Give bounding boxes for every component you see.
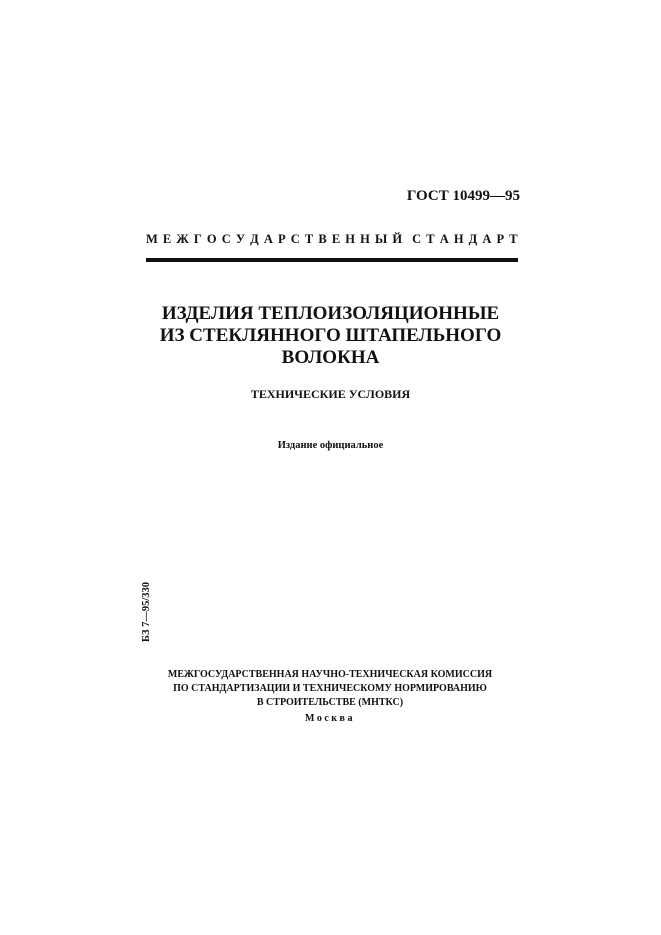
- heading-letter: Г: [193, 232, 202, 246]
- publisher-line: МЕЖГОСУДАРСТВЕННАЯ НАУЧНО-ТЕХНИЧЕСКАЯ КОМИССИЯ: [167, 669, 493, 680]
- heading-letter: С: [412, 232, 422, 246]
- heading-letter: Т: [304, 232, 314, 246]
- heading-letter: Д: [250, 232, 259, 246]
- heading-letter: А: [482, 232, 492, 246]
- heading-letter: Т: [509, 232, 518, 246]
- catalog-code: БЗ 7—95/330: [141, 581, 152, 642]
- heading-letter: У: [235, 232, 246, 246]
- title-line: ВОЛОКНА: [281, 347, 380, 368]
- heading-letter: В: [318, 232, 327, 246]
- publisher-block: [130, 668, 530, 726]
- heading-letter: С: [221, 232, 231, 246]
- heading-letter: О: [206, 232, 217, 246]
- heading-letter: Д: [468, 232, 478, 246]
- heading-letter: Н: [360, 232, 371, 246]
- heading-letter: А: [263, 232, 274, 246]
- heading-letter: Е: [331, 232, 341, 246]
- heading-letter: Й: [392, 232, 403, 246]
- publisher-line: ПО СТАНДАРТИЗАЦИИ И ТЕХНИЧЕСКОМУ НОРМИРОВАНИЮ: [173, 683, 487, 694]
- heading-letter: Е: [162, 232, 172, 246]
- title-line: ИЗДЕЛИЯ ТЕПЛОИЗОЛЯЦИОННЫЕ: [161, 303, 500, 324]
- standard-type-heading: [146, 232, 518, 247]
- edition-note: Издание официальное: [277, 440, 384, 451]
- heading-letter: Р: [278, 232, 286, 246]
- heading-letter: Ж: [176, 232, 189, 246]
- heading-letter: А: [439, 232, 449, 246]
- heading-letter: Р: [496, 232, 505, 246]
- publisher-line: В СТРОИТЕЛЬСТВЕ (МНТКС): [256, 697, 404, 708]
- heading-letter: Н: [345, 232, 356, 246]
- heading-letter: Т: [426, 232, 435, 246]
- heading-letter: М: [146, 232, 158, 246]
- heading-divider: [146, 258, 518, 262]
- heading-letter: Н: [453, 232, 464, 246]
- document-subtitle: ТЕХНИЧЕСКИЕ УСЛОВИЯ: [250, 387, 411, 401]
- heading-letter: С: [290, 232, 300, 246]
- document-title: [100, 303, 561, 369]
- gost-number: ГОСТ 10499—95: [406, 188, 520, 204]
- publisher-city: Москва: [305, 713, 355, 724]
- heading-letter: Ы: [374, 232, 388, 246]
- title-line: ИЗ СТЕКЛЯННОГО ШТАПЕЛЬНОГО: [159, 325, 502, 346]
